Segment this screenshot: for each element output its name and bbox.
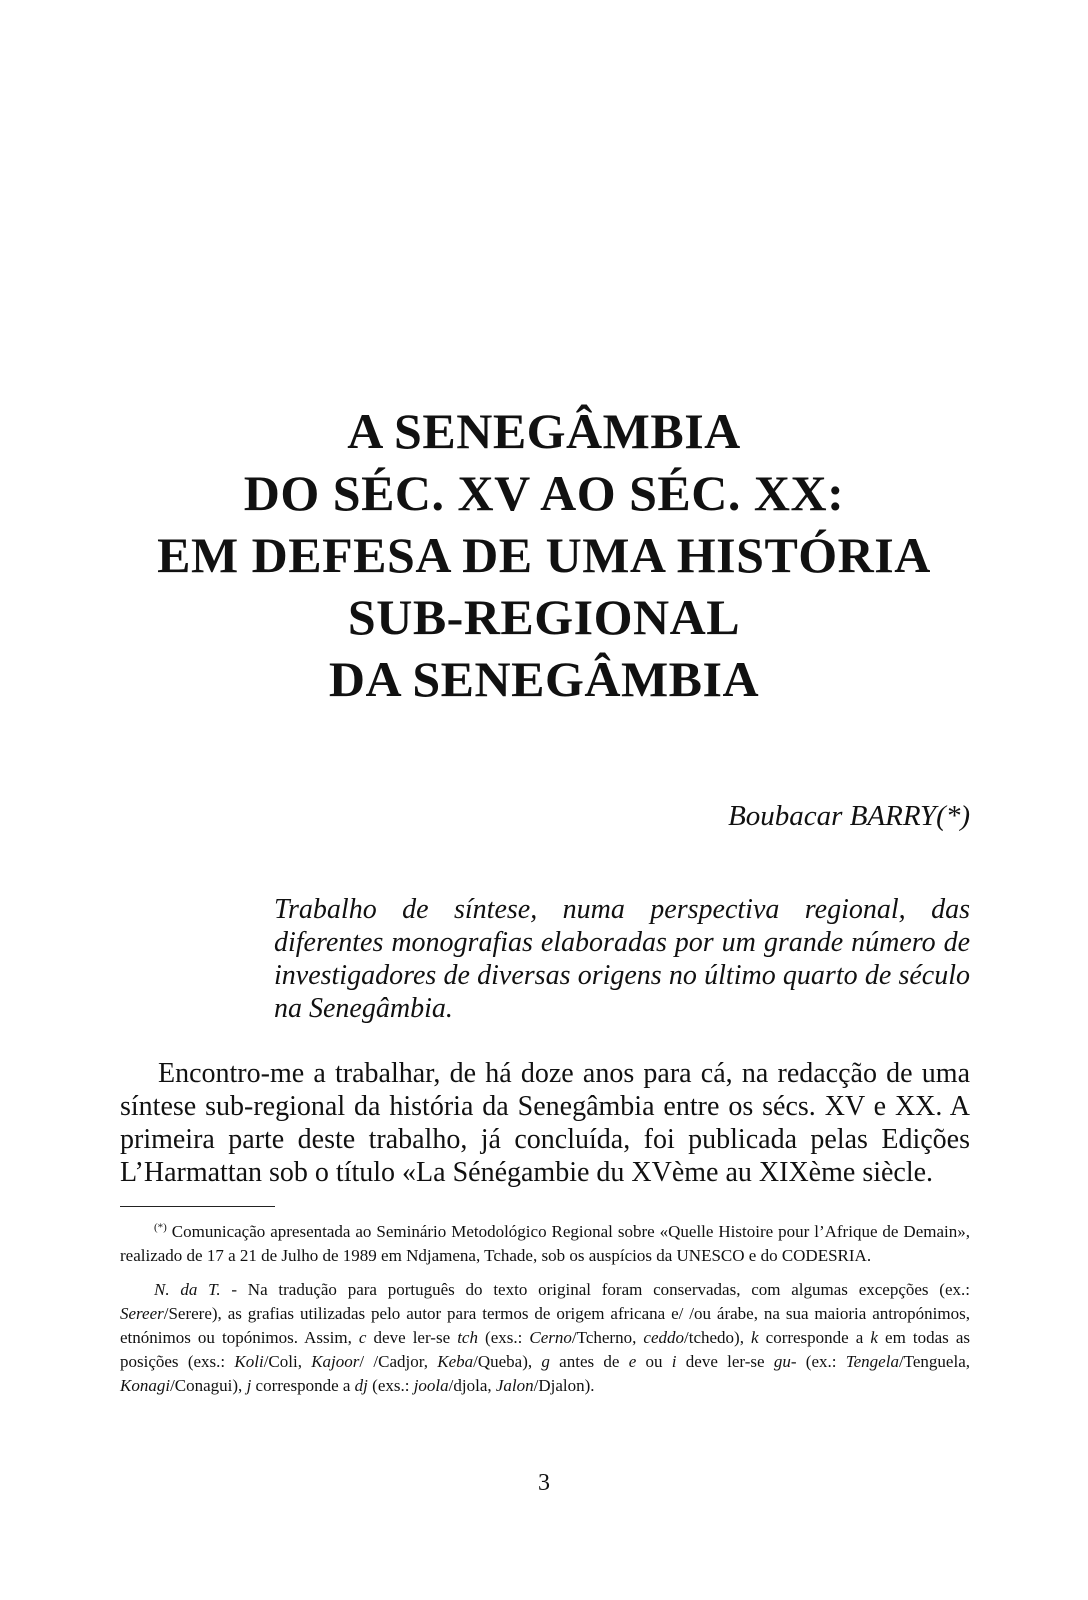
fn-term: Jalon bbox=[495, 1376, 534, 1395]
fn-text: corresponde a bbox=[251, 1376, 355, 1395]
abstract: Trabalho de síntese, numa perspectiva regional, das diferentes monografias elaboradas por um grande número de investigadores de diversas origens no último quarto de século na Senegâmbia. bbox=[274, 894, 970, 1024]
title-line-2: DO SÉC. XV AO SÉC. XX: bbox=[243, 465, 845, 521]
fn-term: k bbox=[751, 1328, 759, 1347]
author-name: Boubacar BARRY(*) bbox=[728, 800, 970, 832]
fn-text: (ex.: bbox=[796, 1352, 846, 1371]
title-line-5: DA SENEGÂMBIA bbox=[328, 651, 760, 707]
title-line-3: EM DEFESA DE UMA HISTÓRIA bbox=[157, 527, 931, 583]
fn-term: Tengela bbox=[845, 1352, 899, 1371]
fn-term: joola bbox=[413, 1376, 449, 1395]
fn-text: /Tcherno, bbox=[571, 1328, 644, 1347]
fn-term: Keba bbox=[437, 1352, 474, 1371]
fn-term: e bbox=[628, 1352, 637, 1371]
fn-text: ou bbox=[636, 1352, 672, 1371]
fn-text: /Serere), as grafias utilizadas pelo autor para termos de origem africana e/ /ou árabe, na sua maioria antropónimos, etnónimos ou topónimos. Assim, bbox=[120, 1304, 970, 1347]
fn-term: gu- bbox=[773, 1352, 797, 1371]
fn-text: /Conagui), bbox=[170, 1376, 247, 1395]
fn-term: Koli bbox=[234, 1352, 264, 1371]
fn-term: i bbox=[671, 1352, 677, 1371]
fn-term: tch bbox=[457, 1328, 478, 1347]
footnote-1-text: Comunicação apresentada ao Seminário Metodológico Regional sobre «Quelle Histoire pour l’Afrique de Demain», realizado de 17 a 21 de Julho de 1989 em Ndjamena, Tchade, sob os auspícios da UNESCO e do CODESRIA. bbox=[120, 1222, 970, 1265]
fn-text: deve ler-se bbox=[676, 1352, 774, 1371]
title-line-4: SUB-REGIONAL bbox=[347, 589, 741, 645]
fn-term: Konagi bbox=[120, 1376, 171, 1395]
fn-text: (exs.: bbox=[477, 1328, 530, 1347]
fn-term: k bbox=[870, 1328, 878, 1347]
fn-text: deve ler-se bbox=[366, 1328, 458, 1347]
fn-text: antes de bbox=[549, 1352, 629, 1371]
footnote-marker: (*) bbox=[154, 1221, 167, 1234]
fn-term: Sereer bbox=[120, 1304, 164, 1323]
fn-text: /djola, bbox=[448, 1376, 496, 1395]
body-paragraph: Encontro-me a trabalhar, de há doze anos para cá, na redacção de uma síntese sub-regional da história da Senegâmbia entre os sécs. XV e XX. A primeira parte deste trabalho, já concluída, foi publicada pelas Edições L’Harmattan sob o título «La Sénégambie du XVème au XIXème siècle. bbox=[120, 1058, 970, 1188]
fn-text: /Tenguela, bbox=[898, 1352, 970, 1371]
fn-text: (exs.: bbox=[367, 1376, 414, 1395]
fn-text: /tchedo), bbox=[684, 1328, 752, 1347]
title-line-1: A SENEGÂMBIA bbox=[347, 403, 741, 459]
fn-term: dj bbox=[354, 1376, 368, 1395]
fn-text: /Queba), bbox=[473, 1352, 542, 1371]
fn-term: c bbox=[358, 1328, 367, 1347]
fn-text: em todas as posições (exs.: bbox=[120, 1328, 970, 1371]
fn-text: corresponde a bbox=[758, 1328, 871, 1347]
fn-term: Kajoor bbox=[311, 1352, 360, 1371]
fn-text: /Djalon). bbox=[533, 1376, 595, 1395]
footnote-translator-note bbox=[120, 1278, 970, 1398]
fn-term: ceddo bbox=[643, 1328, 684, 1347]
footnote-separator bbox=[120, 1206, 275, 1207]
fn-text: - Na tradução para português do texto original foram conservadas, com algumas excepções (ex.: bbox=[220, 1280, 970, 1299]
fn-text: /Coli, bbox=[263, 1352, 312, 1371]
fn-text: / /Cadjor, bbox=[359, 1352, 438, 1371]
fn-term: g bbox=[541, 1352, 550, 1371]
translator-note-label: N. da T. bbox=[154, 1280, 221, 1299]
footnotes bbox=[120, 1220, 970, 1408]
footnote-1 bbox=[120, 1220, 970, 1268]
fn-term: Cerno bbox=[529, 1328, 572, 1347]
page-number: 3 bbox=[538, 1470, 550, 1496]
fn-term: j bbox=[246, 1376, 252, 1395]
article-title bbox=[0, 400, 1088, 710]
